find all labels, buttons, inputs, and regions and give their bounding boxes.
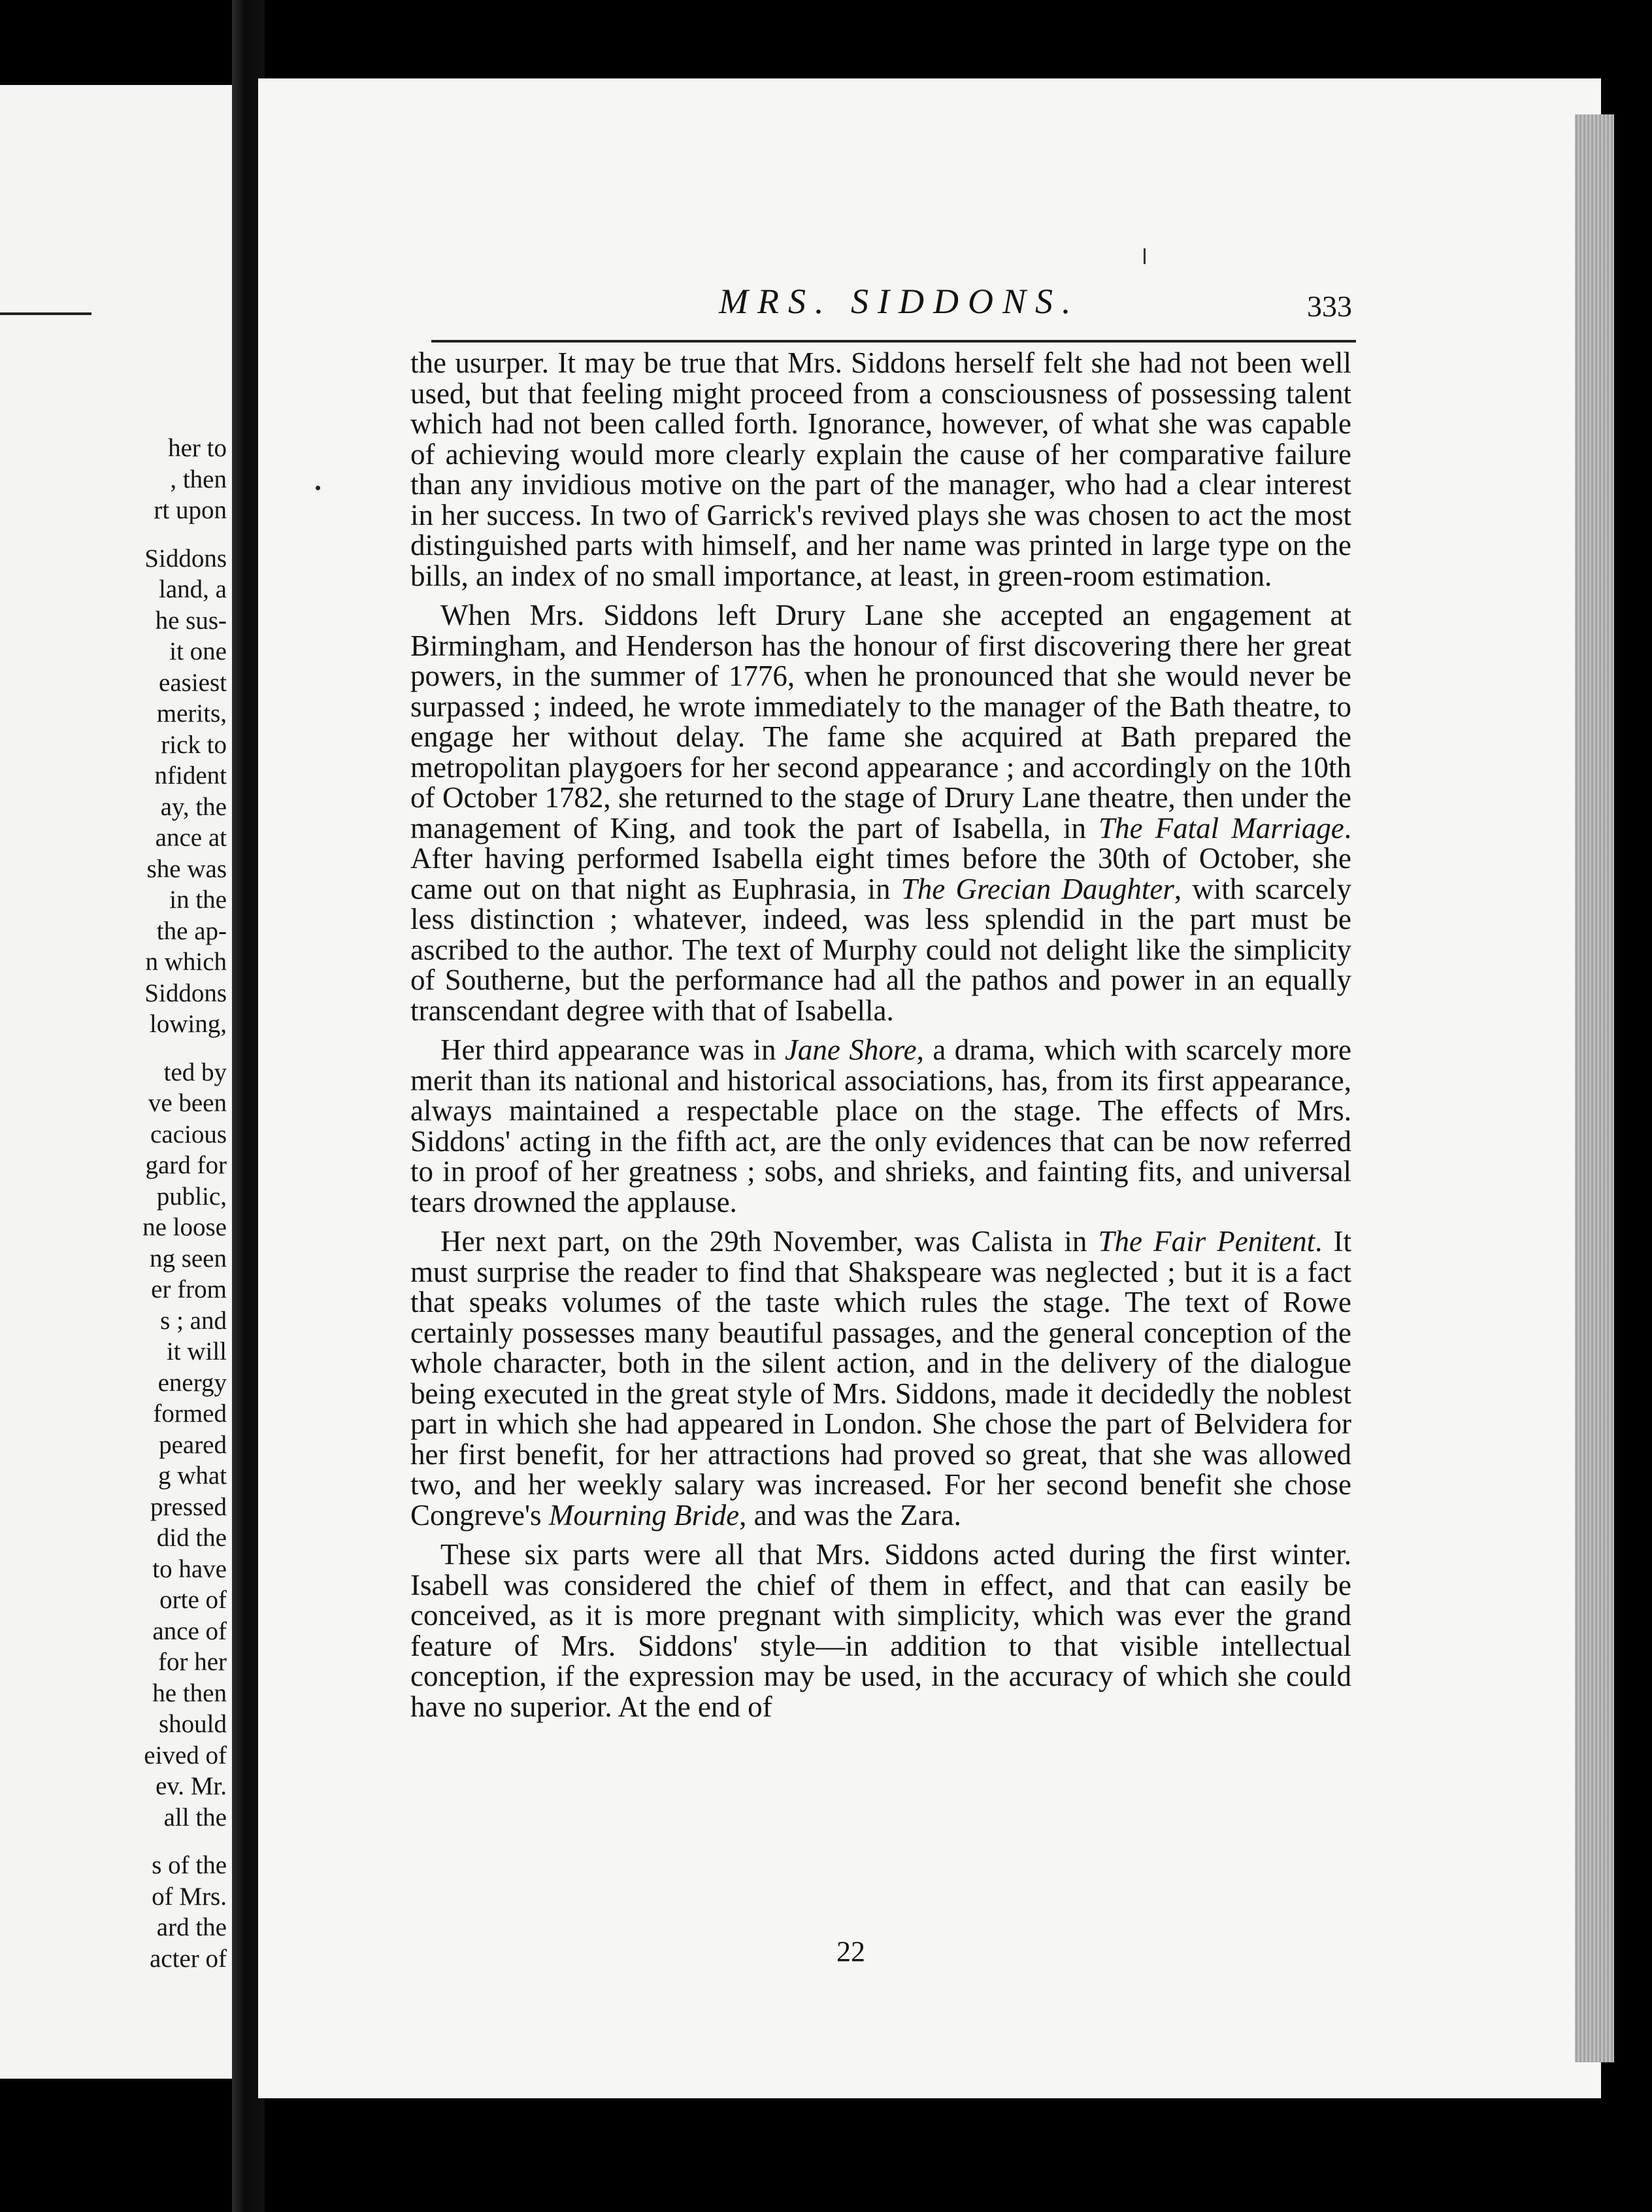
- left-page-line: he then: [152, 1679, 227, 1707]
- left-page-text: [142, 433, 227, 1974]
- left-page-line: ard the: [156, 1913, 227, 1941]
- left-page-line: in the: [169, 886, 227, 914]
- left-page-line: land, a: [159, 575, 227, 603]
- left-page-line: ance of: [152, 1617, 227, 1645]
- left-page-fragment: [0, 85, 232, 2079]
- left-page-line: , then: [170, 465, 227, 494]
- left-page-line: lowing,: [149, 1010, 227, 1038]
- left-page-line: er from: [151, 1275, 227, 1303]
- stray-mark: [1144, 248, 1146, 264]
- left-page-line: formed: [153, 1399, 227, 1428]
- page-header: [431, 281, 1356, 343]
- left-page-line: easiest: [159, 668, 227, 697]
- left-page-line: Siddons: [144, 979, 227, 1007]
- left-page-line: peared: [159, 1430, 227, 1459]
- left-page-line: the ap-: [156, 916, 227, 945]
- paragraph: Her next part, on the 29th November, was Calista in The Fair Penitent. It must surprise the reader to find that Shakspeare was neglected ; but it is a fact that speaks volumes of the taste which rules the stage. The text of Rowe certainly possesses many beautiful passages, and the general conception of the whole character, both in the silent action, and in the delivery of the dialogue being executed in the great style of Mrs. Siddons, made it decidedly the noblest part in which she had appeared in London. She chose the part of Belvidera for her first benefit, for her attractions had proved so great, that she was allowed two, and her weekly salary was increased. For her second benefit she chose Congreve's Mourning Bride, and was the Zara.: [410, 1225, 1351, 1532]
- left-page-line: eived of: [144, 1741, 227, 1769]
- body-text: [410, 348, 1351, 1722]
- left-page-line: ng seen: [149, 1244, 227, 1273]
- left-page-line: he sus-: [155, 606, 227, 635]
- left-page-line: ve been: [148, 1089, 227, 1117]
- paragraph: the usurper. It may be true that Mrs. Siddons herself felt she had not been well used, but that feeling might proceed from a consciousness of possessing talent which had not been called forth. Ignorance, however, of what she was capable of achieving would more clearly explain the cause of her comparative failure than any invidious motive on the part of the manager, who had a clear interest in her success. In two of Garrick's revived plays she was chosen to act the most distinguished parts with himself, and her name was printed in large type on the bills, an index of no small importance, at least, in green-room estimation.: [410, 346, 1351, 592]
- left-page-line: n which: [145, 948, 227, 976]
- left-page-line: should: [158, 1710, 227, 1738]
- left-page-line: her to: [168, 434, 227, 462]
- left-page-line: she was: [146, 854, 227, 883]
- left-page-line: gard for: [145, 1151, 227, 1179]
- left-page-line: for her: [157, 1648, 227, 1676]
- left-page-line: acter of: [150, 1944, 227, 1973]
- left-page-line: merits,: [156, 699, 227, 728]
- left-page-line: did the: [156, 1524, 227, 1552]
- paragraph: When Mrs. Siddons left Drury Lane she accepted an engagement at Birmingham, and Henderson has the honour of first discovering there her great powers, in the summer of 1776, when he pronounced that she would never be surpassed ; indeed, he wrote immediately to the manager of the Bath theatre, to engage her without delay. The fame she acquired at Bath prepared the metropolitan playgoers for her second appearance ; and accordingly on the 10th of October 1782, she returned to the stage of Drury Lane theatre, then under the management of King, and took the part of Isabella, in The Fatal Marriage. After having performed Isabella eight times before the 30th of October, she came out on that night as Euphrasia, in The Grecian Daughter, with scarcely less distinction ; whatever, indeed, was less splendid in the part must be ascribed to the author. The text of Murphy could not delight like the simplicity of Southerne, but the performance had all the pathos and power in an equally transcendant degree with that of Isabella.: [410, 599, 1351, 1027]
- left-page-line: public,: [156, 1182, 227, 1211]
- left-page-line: ay, the: [160, 792, 227, 821]
- left-page-line: ance at: [155, 824, 227, 852]
- left-page-line: ne loose: [142, 1213, 227, 1241]
- left-page-line: Siddons: [144, 544, 227, 573]
- page-number: 333: [1307, 290, 1352, 323]
- left-page-line: to have: [152, 1554, 227, 1583]
- running-title: MRS. SIDDONS.: [719, 282, 1080, 321]
- left-page-line: g what: [157, 1462, 227, 1490]
- stray-dot: [316, 486, 320, 490]
- left-page-line: it one: [169, 637, 227, 665]
- left-page-line: it will: [166, 1337, 227, 1366]
- left-page-line: cacious: [150, 1120, 227, 1148]
- left-page-line: s ; and: [160, 1306, 227, 1335]
- left-page-line: all the: [163, 1803, 227, 1832]
- left-page-line: ted by: [163, 1058, 227, 1086]
- left-page-rule: [0, 312, 91, 315]
- left-page-line: rick to: [161, 730, 227, 759]
- left-page-line: pressed: [150, 1492, 227, 1521]
- page-edge: [1575, 114, 1614, 2062]
- left-page-line: energy: [157, 1368, 227, 1397]
- signature-mark: 22: [836, 1936, 865, 1968]
- paragraph: Her third appearance was in Jane Shore, a drama, which with scarcely more merit than its national and historical associations, has, from its first appearance, always maintained a respectable place on the stage. The effects of Mrs. Siddons' acting in the fifth act, are the only evidences that can be now referred to in proof of her greatness ; sobs, and shrieks, and fainting fits, and universal tears drowned the applause.: [410, 1033, 1351, 1218]
- paragraph: These six parts were all that Mrs. Siddons acted during the first winter. Isabell was considered the chief of them in effect, and that can easily be conceived, as it is more pregnant with simplicity, which was ever the grand feature of Mrs. Siddons' style—in addition to that visible intellectual conception, if the expression may be used, in the accuracy of which she could have no superior. At the end of: [410, 1538, 1351, 1723]
- left-page-line: ev. Mr.: [155, 1772, 227, 1800]
- left-page-line: nfident: [154, 762, 227, 790]
- left-page-line: of Mrs.: [152, 1882, 227, 1911]
- left-page-line: orte of: [159, 1586, 227, 1614]
- left-page-line: rt upon: [154, 496, 227, 524]
- left-page-line: s of the: [152, 1851, 227, 1879]
